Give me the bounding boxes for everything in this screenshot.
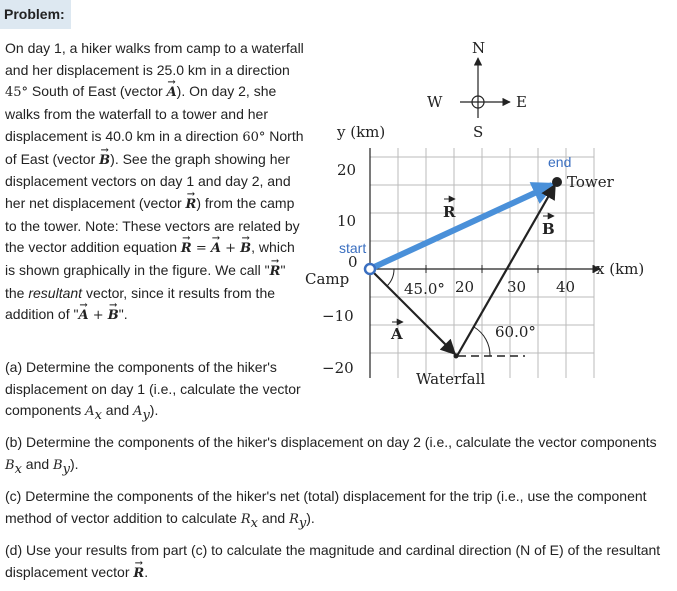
vector-r-arrow — [372, 185, 552, 268]
y-tick-label: −20 — [322, 359, 354, 377]
tower-label: Tower — [567, 173, 614, 191]
question-part-b: (b) Determine the components of the hiker's displacement on day 2 (i.e., calculate the vector components $B_x$ and $B_y$). — [5, 434, 657, 477]
angle-arc-45 — [387, 269, 394, 286]
x-tick-label: 40 — [556, 278, 576, 296]
x-tick-label: 30 — [507, 278, 527, 296]
vector-r-label: R — [443, 203, 456, 221]
waterfall-label: Waterfall — [416, 370, 486, 388]
camp-label: Camp — [305, 270, 350, 288]
y-tick-label: −10 — [322, 307, 354, 325]
y-tick-label: 20 — [337, 161, 357, 179]
compass-south: S — [473, 123, 484, 141]
end-label: end — [548, 154, 572, 170]
compass-rose — [427, 39, 527, 141]
vector-a-symbol: → A — [167, 82, 177, 104]
x-axis-label: x (km) — [596, 260, 645, 278]
question-part-d: (d) Use your results from part (c) to calculate the magnitude and cardinal direction (N of E) of the resultant displacement vector → R. — [5, 540, 670, 584]
question-part-a: (a) Determine the components of the hiker's displacement on day 1 (i.e., calculate the vector components $A_x$ and $A_y$). — [5, 359, 301, 424]
vector-b-label: B — [542, 220, 555, 238]
compass-east: E — [516, 93, 527, 111]
compass-west: W — [427, 93, 443, 111]
angle-45-label: 45.0° — [404, 280, 445, 298]
vector-a-label: A — [391, 325, 403, 343]
y-tick-label: 10 — [337, 212, 357, 230]
angle-60-label: 60.0° — [495, 323, 536, 341]
intro-paragraph: On day 1, a hiker walks from camp to a waterfall and her displacement is 25.0 km in a direction 45° South of East (vector → A). On day 2, she walks from the waterfall to a tower and her displacement is 40.0 km in a direction 60° North of East (vector → B). See the graph showing her displacement vectors on day 1 and day 2, and her net displacement (vector → R) from the camp to the tower. Note: These vectors are related by the vector addition equation → R = → A + → B, which is shown graphically in the figure. We call "→ R" the resultant vector, since it results from the addition of "→ A + → B". — [5, 38, 305, 327]
camp-point — [365, 264, 375, 274]
x-tick-label: 20 — [455, 278, 475, 296]
start-label: start — [339, 240, 367, 256]
vector-r-symbol: → R — [186, 194, 197, 216]
problem-title: Problem: — [0, 0, 71, 29]
question-part-c: (c) Determine the components of the hiker's net (total) displacement for the trip (i.e., use the component method of vector addition to calculate $R_x$ and $R_y$). — [5, 488, 647, 531]
tower-point — [552, 177, 562, 187]
vector-b-symbol: → B — [99, 150, 110, 172]
y-tick-label: 0 — [348, 253, 358, 271]
waterfall-point — [454, 354, 459, 359]
compass-north: N — [472, 39, 486, 57]
y-axis-label: y (km) — [337, 123, 386, 141]
